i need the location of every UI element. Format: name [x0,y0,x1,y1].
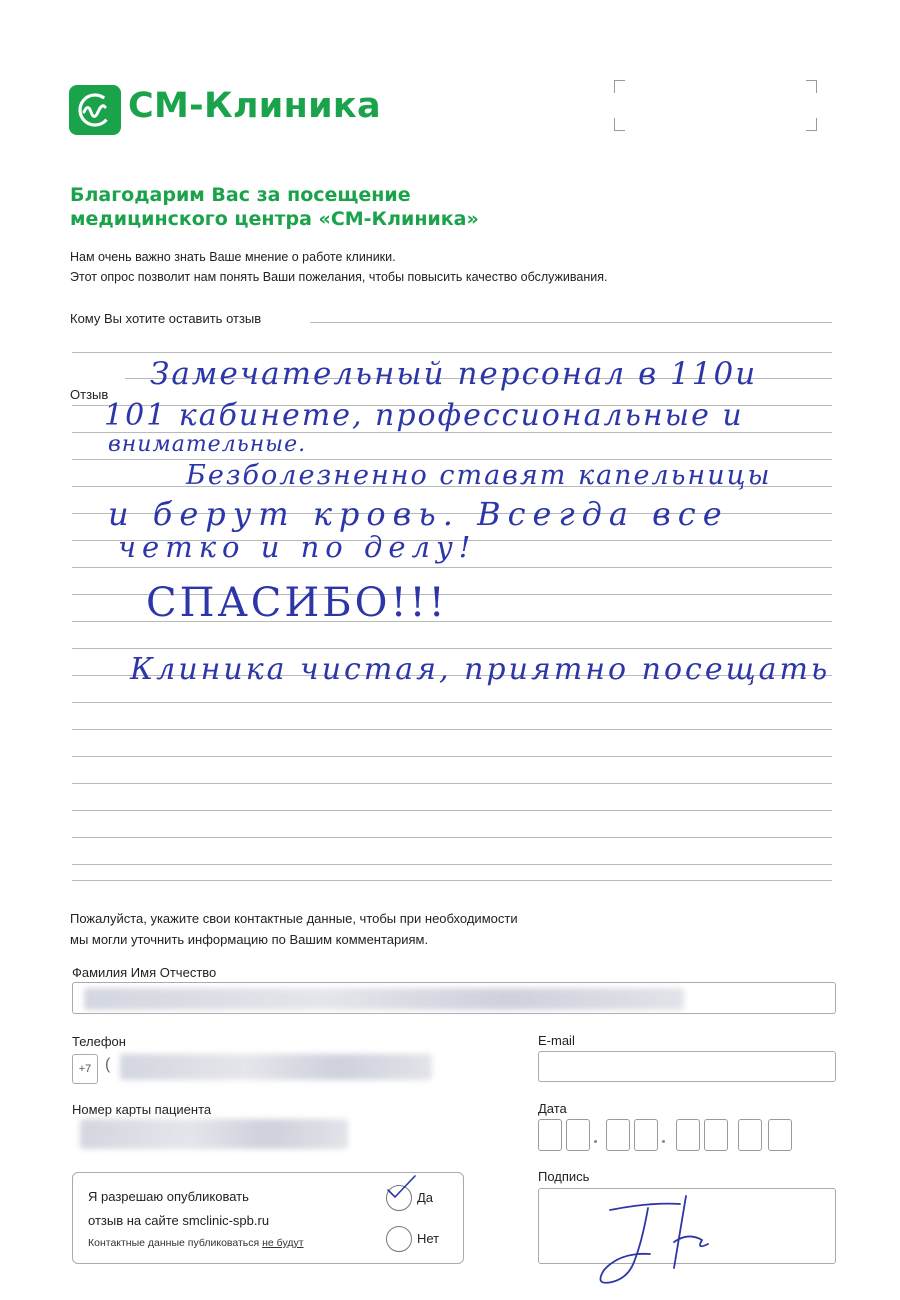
email-field[interactable] [538,1051,836,1082]
title-line: Благодарим Вас за посещение [70,184,411,206]
signature-label: Подпись [538,1169,590,1184]
phone-redacted[interactable] [120,1054,432,1080]
handwritten-text: внимательные. [108,432,307,457]
publish-text: Я разрешаю опубликовать [88,1189,249,1204]
publish-no-label: Нет [417,1231,440,1246]
card-redacted[interactable] [80,1119,348,1149]
review-line[interactable] [72,880,832,881]
publish-text: отзыв на сайте smclinic-spb.ru [88,1213,270,1228]
handwritten-text: Безболезненно ставят капельницы [186,460,772,491]
review-line[interactable] [72,648,832,649]
phone-label: Телефон [72,1034,126,1049]
publish-note: Контактные данные публиковаться не будут [88,1237,304,1249]
review-line[interactable] [72,352,832,353]
review-line[interactable] [72,864,832,865]
contact-intro: Пожалуйста, укажите свои контактные данные, чтобы при необходимости [70,911,518,926]
review-line[interactable] [72,702,832,703]
handwritten-text: СПАСИБО!!! [146,580,448,626]
handwritten-text: четко и по делу! [118,530,477,564]
checkmark-icon [384,1172,420,1202]
date-label: Дата [538,1101,567,1116]
review-line[interactable] [72,567,832,568]
phone-paren: ( [105,1056,111,1073]
intro-text: Этот опрос позволит нам понять Ваши пожелания, чтобы повысить качество обслуживания. [70,270,608,284]
page-title [70,183,630,231]
handwritten-text: Клиника чистая, приятно посещать [130,652,831,687]
handwritten-text: 101 кабинете, профессиональные и [104,398,744,433]
review-label: Отзыв [70,387,109,402]
fio-redacted [84,988,684,1010]
fio-label: Фамилия Имя Отчество [72,965,217,980]
signature-image [590,1182,730,1292]
review-line[interactable] [72,783,832,784]
review-line[interactable] [72,729,832,730]
recipient-label: Кому Вы хотите оставить отзыв [70,311,262,326]
email-label: E-mail [538,1033,575,1048]
intro-text: Нам очень важно знать Ваше мнение о работе клиники. [70,250,396,264]
publish-no-radio[interactable] [386,1226,412,1252]
cm-clinic-logo-icon [69,85,121,135]
review-line[interactable] [72,810,832,811]
phone-prefix: +7 [72,1054,98,1084]
contact-intro: мы могли уточнить информацию по Вашим комментариям. [70,932,429,947]
brand-name: СМ-Клиника [128,86,381,126]
recipient-line[interactable] [310,322,832,323]
publish-yes-label: Да [417,1190,434,1205]
handwritten-text: Замечательный персонал в 110и [150,356,758,392]
title-line: медицинского центра «СМ-Клиника» [70,208,479,230]
handwritten-text: и берут кровь. Всегда все [108,495,729,533]
review-line[interactable] [72,756,832,757]
card-label: Номер карты пациента [72,1102,212,1117]
review-line[interactable] [72,837,832,838]
